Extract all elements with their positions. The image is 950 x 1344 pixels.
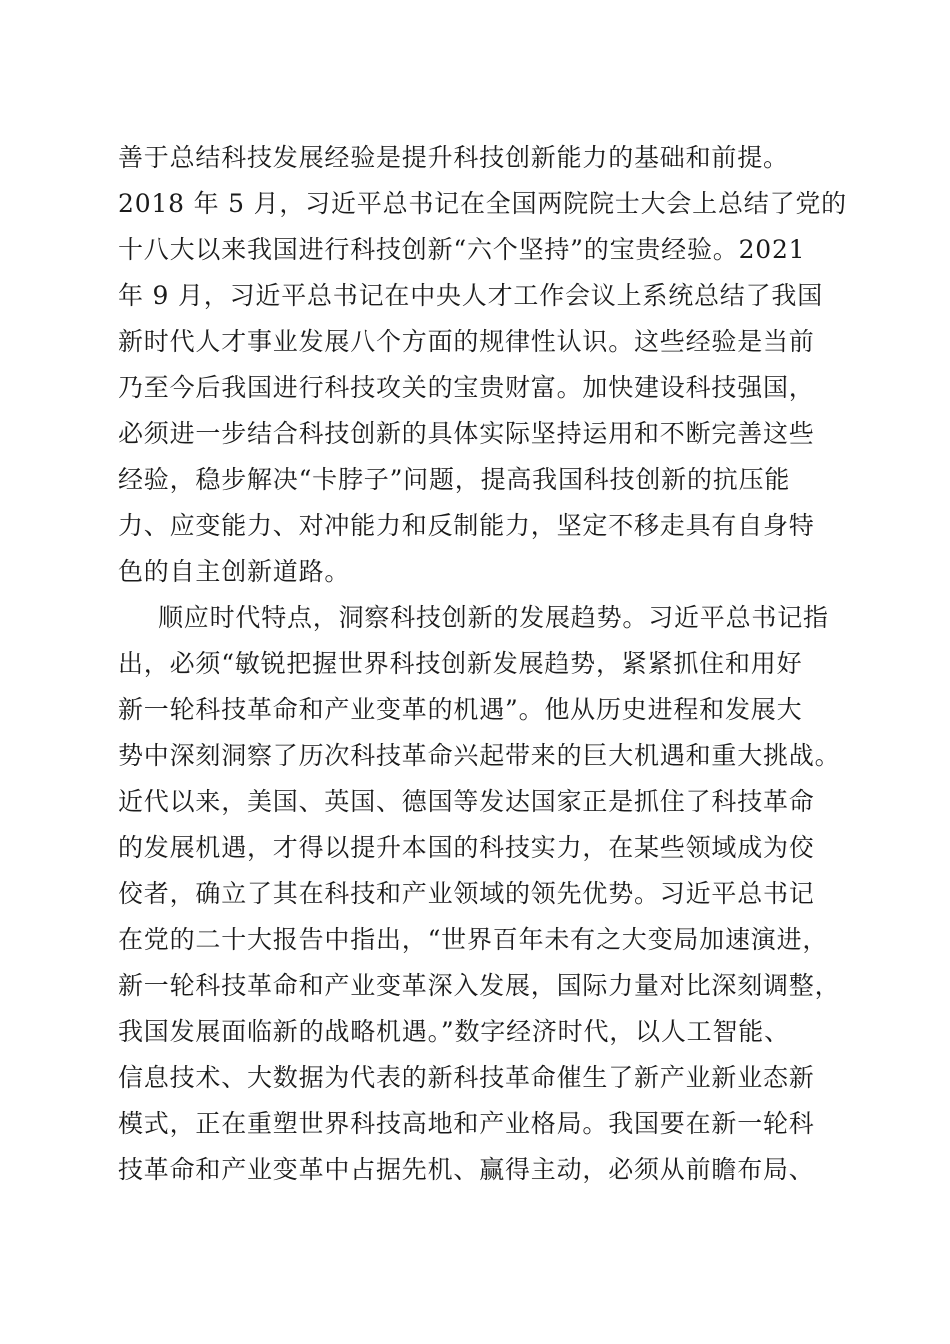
- paragraph-1-line: 新时代人才事业发展八个方面的规律性认识。这些经验是当前: [118, 327, 815, 356]
- paragraph-1-line: 年 9 月，习近平总书记在中央人才工作会议上系统总结了我国: [118, 281, 824, 310]
- paragraph-2-line: 的发展机遇，才得以提升本国的科技实力，在某些领域成为佼: [118, 833, 815, 862]
- paragraph-2-line: 顺应时代特点，洞察科技创新的发展趋势。习近平总书记指: [158, 603, 829, 632]
- paragraph-2-line: 出，必须“敏锐把握世界科技创新发展趋势，紧紧抓住和用好: [118, 649, 803, 678]
- paragraph-2-line: 模式，正在重塑世界科技高地和产业格局。我国要在新一轮科: [118, 1109, 815, 1138]
- paragraph-2-line: 佼者，确立了其在科技和产业领域的领先优势。习近平总书记: [118, 879, 815, 908]
- paragraph-1-line: 2018 年 5 月，习近平总书记在全国两院院士大会上总结了党的: [118, 189, 847, 218]
- paragraph-1-line: 必须进一步结合科技创新的具体实际坚持运用和不断完善这些: [118, 419, 815, 448]
- paragraph-1-line: 力、应变能力、对冲能力和反制能力，坚定不移走具有自身特: [118, 511, 815, 540]
- paragraph-1-line: 乃至今后我国进行科技攻关的宝贵财富。加快建设科技强国，: [118, 373, 815, 402]
- paragraph-1-line: 善于总结科技发展经验是提升科技创新能力的基础和前提。: [118, 143, 789, 172]
- paragraph-1-line: 十八大以来我国进行科技创新“六个坚持”的宝贵经验。2021: [118, 235, 806, 264]
- paragraph-2-line: 在党的二十大报告中指出，“世界百年未有之大变局加速演进，: [118, 925, 829, 954]
- paragraph-1-line: 色的自主创新道路。: [118, 557, 351, 586]
- paragraph-2-line: 技革命和产业变革中占据先机、赢得主动，必须从前瞻布局、: [118, 1155, 815, 1184]
- paragraph-2-line: 信息技术、大数据为代表的新科技革命催生了新产业新业态新: [118, 1063, 815, 1092]
- paragraph-2-line: 我国发展面临新的战略机遇。”数字经济时代，以人工智能、: [118, 1017, 790, 1046]
- paragraph-2-line: 新一轮科技革命和产业变革的机遇”。他从历史进程和发展大: [118, 695, 803, 724]
- paragraph-1-line: 经验，稳步解决“卡脖子”问题，提高我国科技创新的抗压能: [118, 465, 791, 494]
- paragraph-2-line: 势中深刻洞察了历次科技革命兴起带来的巨大机遇和重大挑战。: [118, 741, 841, 770]
- paragraph-2-line: 近代以来，美国、英国、德国等发达国家正是抓住了科技革命: [118, 787, 815, 816]
- paragraph-2-line: 新一轮科技革命和产业变革深入发展，国际力量对比深刻调整，: [118, 971, 841, 1000]
